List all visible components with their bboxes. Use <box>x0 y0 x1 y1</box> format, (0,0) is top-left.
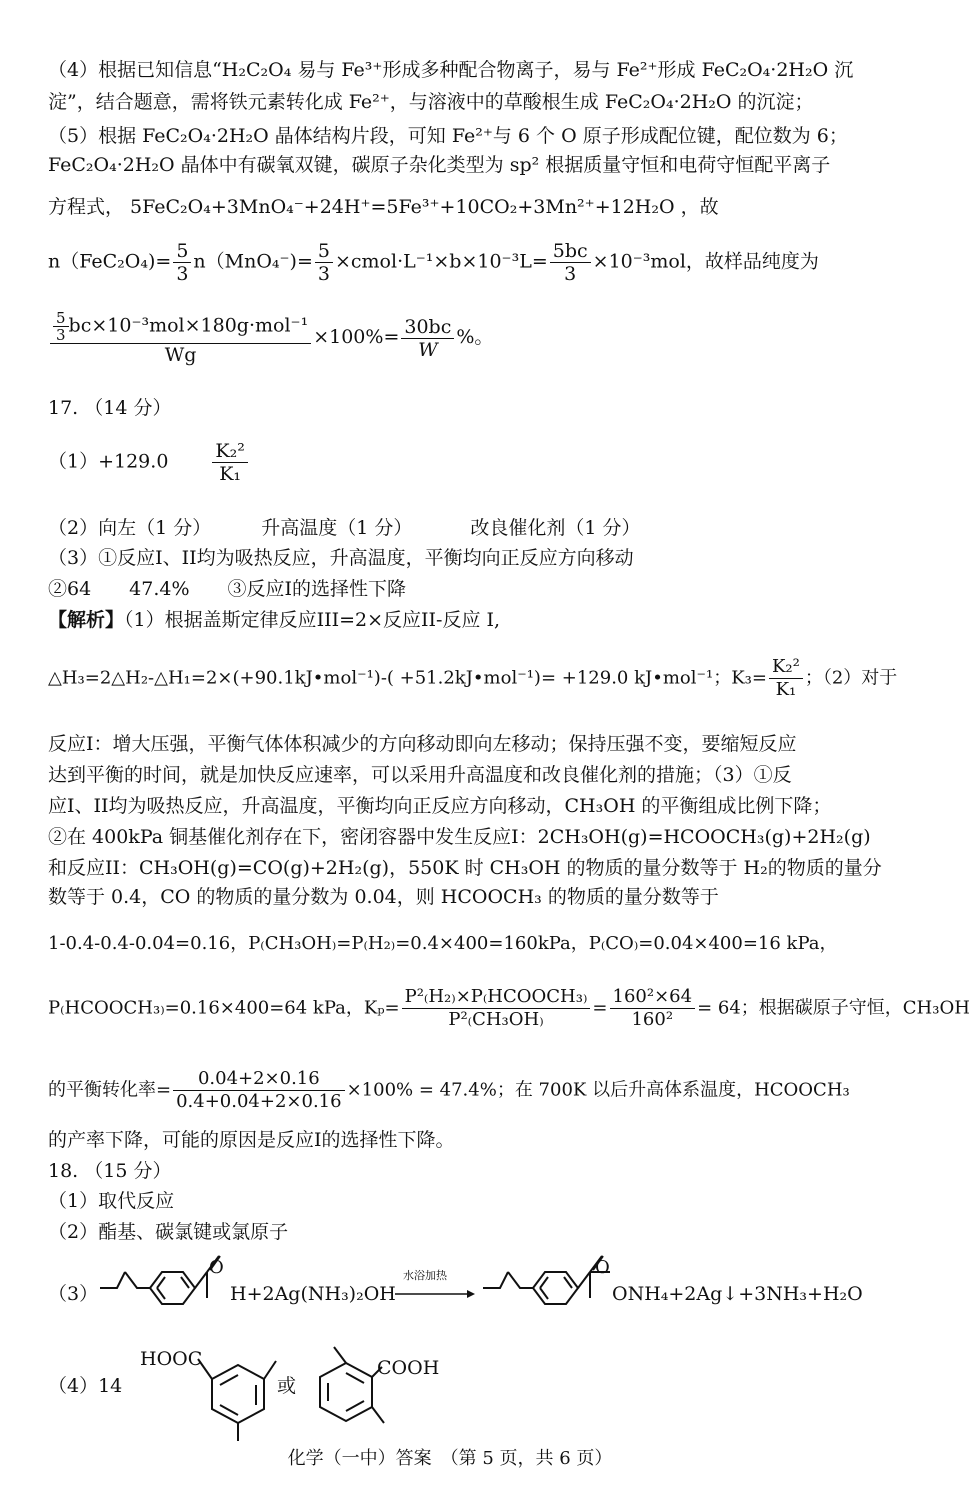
text-line: 反应I：增大压强，平衡气体体积减少的方向移动即向左移动；保持压强不变，要缩短反应 <box>48 733 797 755</box>
text-line: （4）根据已知信息“H₂C₂O₄ 易与 Fe³⁺形成多种配合物离子，易与 Fe²⁺形成 FeC₂O₄·2H₂O 沉 <box>48 59 854 81</box>
text-line: （5）根据 FeC₂O₄·2H₂O 晶体结构片段，可知 Fe²⁺与 6 个 O 原子形成配位键，配位数为 6； <box>48 125 848 147</box>
text-line: 1-0.4-0.4-0.04=0.16，P₍CH₃OH₎=P₍H₂₎=0.4×400=160kPa，P₍CO₎=0.04×400=16 kPa， <box>48 933 838 954</box>
fraction: $\frac{\text{P²₍H₂₎×P₍HCOOCH₃₎}}{\text{P²₍CH₃OH₎}}$ <box>402 986 591 1031</box>
fraction: $\frac{\text{160²×64}}{\text{160²}}$ <box>610 986 696 1031</box>
carbonyl-oxygen: O <box>209 1257 224 1278</box>
analysis-line: 【解析】（1）根据盖斯定律反应III=2×反应II-反应 I, <box>48 609 501 631</box>
reaction-arrow-icon <box>395 1288 475 1300</box>
reactant-text: H+2Ag(NH₃)₂OH <box>230 1283 396 1305</box>
answer-17-1: （1）+129.0 $\frac{\text{K₂²}}{\text{K₁}}$ <box>48 440 250 485</box>
dimethylbenzoic-acid-structure-1 <box>190 1355 300 1445</box>
hooc-label: HOOC <box>140 1348 203 1370</box>
text-line: 淀”，结合题意，需将铁元素转化成 Fe²⁺，与溶液中的草酸根生成 FeC₂O₄·2H₂O 的沉淀； <box>48 91 814 113</box>
text-line: 应I、II均为吸热反应，升高温度，平衡均向正反应方向移动，CH₃OH 的平衡组成比例下降； <box>48 795 832 817</box>
answer-18-4-label: （4）14 <box>48 1375 123 1397</box>
product-text: ONH₄+2Ag↓+3NH₃+H₂O <box>612 1283 863 1305</box>
purity-equation: n（FeC₂O₄)= $\frac{5}{3}$ n（MnO₄⁻)= $\frac{5}{3}$ ×cmol·L⁻¹×b×10⁻³L= $\frac{5bc}{3}$ ×10⁻³mol，故样品纯度为 <box>48 240 819 285</box>
reaction-condition: 水浴加热 <box>403 1269 447 1282</box>
text-line: ②64 47.4% ③反应I的选择性下降 <box>48 578 407 600</box>
carbonyl-oxygen: O <box>595 1257 610 1278</box>
cooh-label: COOH <box>377 1357 440 1379</box>
conversion-equation: 的平衡转化率= $\frac{0.04+2\times 0.16}{0.4+0.04+2\times 0.16}$ ×100% = 47.4%；在 700K 以后升高体系温度，HCOOCH₃ <box>48 1068 850 1112</box>
fraction: $\frac{\text{K₂²}}{\text{K₁}}$ <box>212 440 247 485</box>
fraction: $\frac{5}{3}$ bc×10⁻³mol×180g·mol⁻¹ Wg <box>50 310 311 366</box>
text-line: （3）①反应I、II均为吸热反应，升高温度，平衡均向正反应方向移动 <box>48 547 634 569</box>
enthalpy-line: △H₃=2△H₂-△H₁=2×(+90.1kJ•mol⁻¹)-( +51.2kJ•mol⁻¹)= +129.0 kJ•mol⁻¹；K₃= $\frac{\text{K₂²}}{\text{K₁}}$ ；（2）对于 <box>48 656 898 700</box>
question-17-heading: 17. （14 分） <box>48 397 172 419</box>
text-line: 和反应II：CH₃OH(g)=CO(g)+2H₂(g)，550K 时 CH₃OH 的物质的量分数等于 H₂的物质的量分 <box>48 857 882 879</box>
or-label: 或 <box>277 1375 297 1397</box>
text-line: 的产率下降，可能的原因是反应I的选择性下降。 <box>48 1129 455 1151</box>
text-line: 方程式， 5FeC₂O₄+3MnO₄⁻+24H⁺=5Fe³⁺+10CO₂+3Mn²⁺+12H₂O ，故 <box>48 196 719 218</box>
text-line: FeC₂O₄·2H₂O 晶体中有碳氧双键，碳原子杂化类型为 sp² 根据质量守恒和电荷守恒配平离子 <box>48 154 831 176</box>
fraction: $\frac{5bc}{3}$ <box>550 240 591 285</box>
answer-18-2: （2）酯基、碳氯键或氯原子 <box>48 1221 289 1243</box>
answer-18-3-label: （3） <box>48 1283 99 1305</box>
fraction: $\frac{30bc}{W}$ <box>401 316 454 361</box>
fraction: $\frac{5}{3}$ <box>315 240 333 285</box>
kp-equation: P₍HCOOCH₃₎=0.16×400=64 kPa，Kₚ= $\frac{\text{P²₍H₂₎×P₍HCOOCH₃₎}}{\text{P²₍CH₃OH₎}}$ = $\frac{\text{160²×64}}{\text{160²}}$ = 64；根据碳原子守恒，CH₃OH <box>48 986 970 1030</box>
answer-17-2: （2）向左（1 分） 升高温度（1 分） 改良催化剂（1 分） <box>48 517 641 539</box>
purity-fraction: $\frac{5}{3}$ bc×10⁻³mol×180g·mol⁻¹ Wg ×100%= $\frac{30bc}{W}$ %。 <box>48 310 493 366</box>
text-line: ②在 400kPa 铜基催化剂存在下，密闭容器中发生反应I：2CH₃OH(g)=HCOOCH₃(g)+2H₂(g) <box>48 826 871 848</box>
text-line: 达到平衡的时间，就是加快反应速率，可以采用升高温度和改良催化剂的措施；（3）①反 <box>48 764 792 786</box>
answer-18-1: （1）取代反应 <box>48 1190 175 1212</box>
fraction: $\frac{\text{K₂²}}{\text{K₁}}$ <box>769 656 803 701</box>
fraction: $\frac{5}{3}$ <box>173 240 191 285</box>
analysis-tag: 【解析】 <box>48 609 125 631</box>
text-line: 数等于 0.4，CO 的物质的量分数为 0.04，则 HCOOCH₃ 的物质的量分数等于 <box>48 886 719 908</box>
fraction: $\frac{0.04+2\times 0.16}{0.4+0.04+2\times 0.16}$ <box>173 1068 344 1113</box>
question-18-heading: 18. （15 分） <box>48 1160 172 1182</box>
page-footer: 化学（一中）答案 （第 5 页，共 6 页） <box>287 1448 613 1469</box>
